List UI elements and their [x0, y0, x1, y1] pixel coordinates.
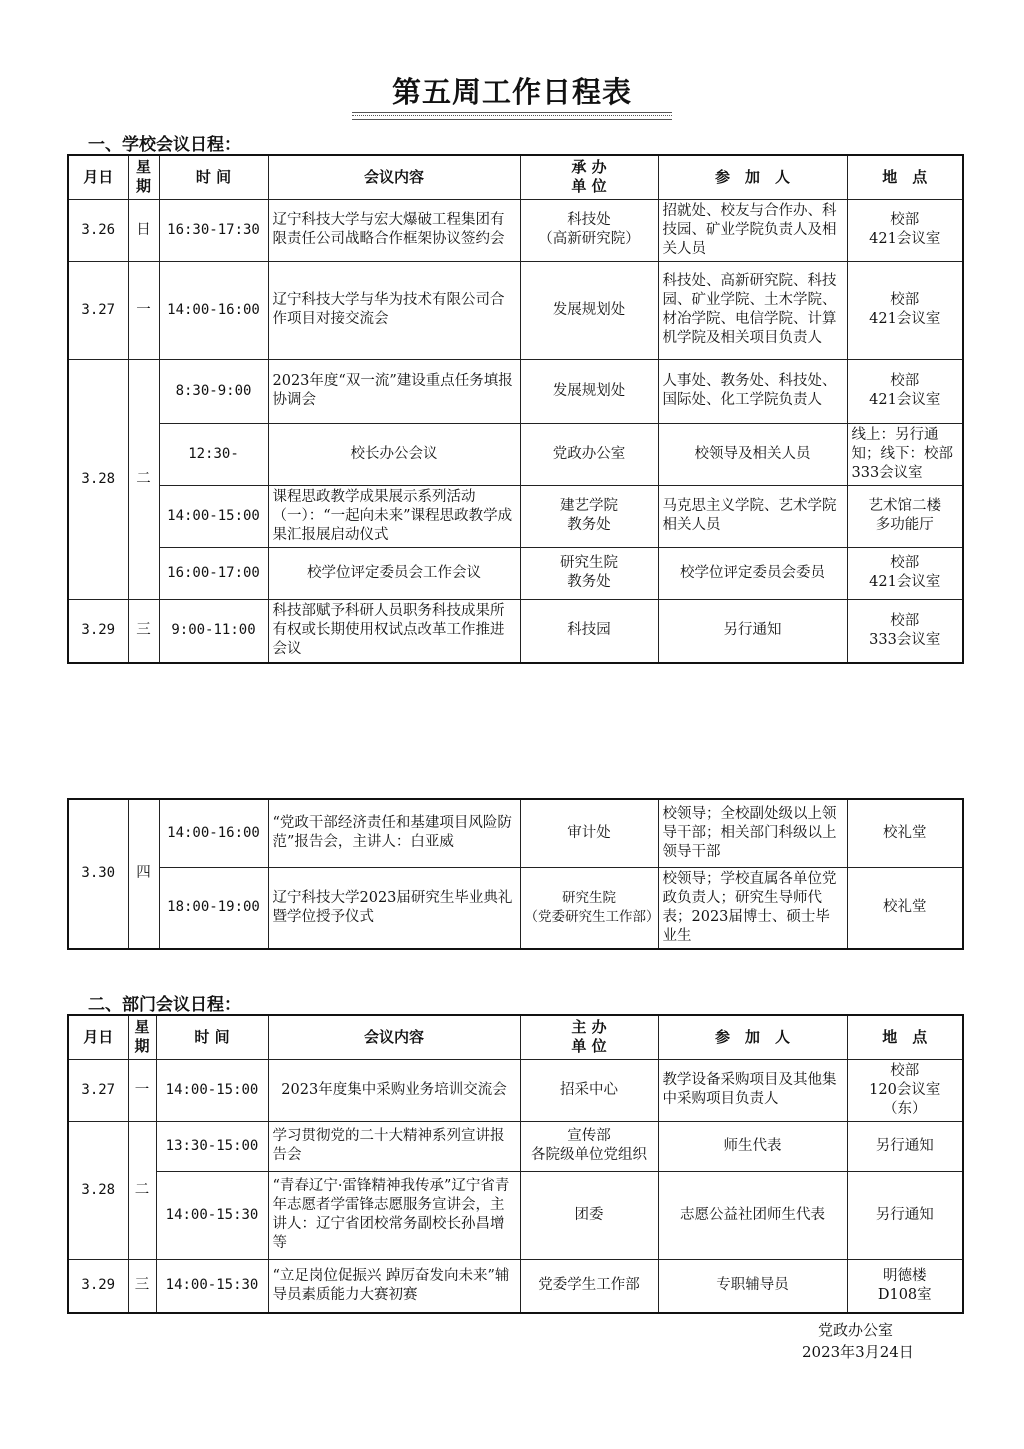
content-cell: “立足岗位促振兴 踔厉奋发向未来”辅导员素质能力大赛初赛 [268, 1259, 520, 1313]
weekday-cell: 一 [128, 261, 159, 359]
department-meetings-table [67, 1014, 964, 1314]
date-cell: 3.27 [68, 261, 128, 359]
section-school-meetings: 一、学校会议日程： [88, 135, 241, 155]
table-row [68, 261, 963, 359]
weekday-cell: 二 [128, 1121, 156, 1259]
col-place: 地 点 [847, 155, 963, 199]
table-row [68, 547, 963, 599]
org-cell: 团委 [520, 1171, 658, 1259]
place-cell: 明德楼 D108室 [847, 1259, 963, 1313]
org-cell: 科技园 [520, 599, 658, 663]
attendees-cell: 专职辅导员 [658, 1259, 847, 1313]
col-time: 时 间 [159, 155, 268, 199]
date-cell: 3.26 [68, 199, 128, 261]
weekday-cell: 三 [128, 1259, 156, 1313]
table-row [68, 1171, 963, 1259]
date-cell: 3.28 [68, 1121, 128, 1259]
org-cell: 研究生院 教务处 [520, 547, 658, 599]
org-cell: 招采中心 [520, 1059, 658, 1121]
content-cell: “青春辽宁·雷锋精神我传承”辽宁省青年志愿者学雷锋志愿服务宣讲会，主讲人：辽宁省团校常务副校长孙昌增等 [268, 1171, 520, 1259]
place-cell: 校部 120会议室 （东） [847, 1059, 963, 1121]
place-cell: 校部 421会议室 [847, 547, 963, 599]
org-cell: 发展规划处 [520, 359, 658, 423]
place-cell: 线上：另行通知；线下：校部333会议室 [847, 423, 963, 485]
table-row [68, 599, 963, 663]
content-cell: “党政干部经济责任和基建项目风险防范”报告会，主讲人：白亚威 [268, 799, 520, 867]
time-cell: 14:00-15:30 [156, 1171, 268, 1259]
org-cell: 发展规划处 [520, 261, 658, 359]
content-cell: 2023年度集中采购业务培训交流会 [268, 1059, 520, 1121]
col-attendees: 参 加 人 [658, 1015, 847, 1059]
time-cell: 13:30-15:00 [156, 1121, 268, 1171]
time-cell: 14:00-15:30 [156, 1259, 268, 1313]
attendees-cell: 马克思主义学院、艺术学院相关人员 [658, 485, 847, 547]
content-cell: 2023年度“双一流”建设重点任务填报协调会 [268, 359, 520, 423]
col-org: 承 办 单 位 [520, 155, 658, 199]
col-weekday: 星 期 [128, 1015, 156, 1059]
org-cell: 宣传部 各院级单位党组织 [520, 1121, 658, 1171]
attendees-cell: 校领导；全校副处级以上领导干部；相关部门科级以上领导干部 [658, 799, 847, 867]
table-row [68, 485, 963, 547]
weekday-cell: 日 [128, 199, 159, 261]
col-org: 主 办 单 位 [520, 1015, 658, 1059]
place-cell: 校礼堂 [847, 867, 963, 949]
weekday-cell: 三 [128, 599, 159, 663]
attendees-cell: 校学位评定委员会委员 [658, 547, 847, 599]
time-cell: 16:30-17:30 [159, 199, 268, 261]
title-underline [352, 112, 672, 120]
org-cell: 审计处 [520, 799, 658, 867]
col-date: 月日 [68, 155, 128, 199]
content-cell: 辽宁科技大学2023届研究生毕业典礼暨学位授予仪式 [268, 867, 520, 949]
org-cell: 建艺学院 教务处 [520, 485, 658, 547]
time-cell: 8:30-9:00 [159, 359, 268, 423]
attendees-cell: 人事处、教务处、科技处、国际处、化工学院负责人 [658, 359, 847, 423]
place-cell: 另行通知 [847, 1121, 963, 1171]
col-time: 时 间 [156, 1015, 268, 1059]
attendees-cell: 招就处、校友与合作办、科技园、矿业学院负责人及相关人员 [658, 199, 847, 261]
place-cell: 校部 333会议室 [847, 599, 963, 663]
page-title: 第五周工作日程表 [391, 75, 632, 109]
school-meetings-table-continued [67, 798, 964, 950]
table-header [68, 1015, 963, 1059]
place-cell: 校部 421会议室 [847, 359, 963, 423]
attendees-cell: 教学设备采购项目及其他集中采购项目负责人 [658, 1059, 847, 1121]
footer-date: 2023年3月24日 [802, 1343, 914, 1361]
time-cell: 9:00-11:00 [159, 599, 268, 663]
attendees-cell: 校领导；学校直属各单位党政负责人；研究生导师代表；2023届博士、硕士毕业生 [658, 867, 847, 949]
col-content: 会议内容 [268, 1015, 520, 1059]
section-department-meetings: 二、部门会议日程： [88, 995, 241, 1015]
col-date: 月日 [68, 1015, 128, 1059]
table-row [68, 1121, 963, 1171]
org-cell: 研究生院 （党委研究生工作部） [520, 867, 658, 949]
attendees-cell: 师生代表 [658, 1121, 847, 1171]
content-cell: 学习贯彻党的二十大精神系列宣讲报告会 [268, 1121, 520, 1171]
attendees-cell: 志愿公益社团师生代表 [658, 1171, 847, 1259]
attendees-cell: 校领导及相关人员 [658, 423, 847, 485]
table-row [68, 423, 963, 485]
time-cell: 14:00-16:00 [159, 261, 268, 359]
content-cell: 辽宁科技大学与华为技术有限公司合作项目对接交流会 [268, 261, 520, 359]
table-row [68, 1259, 963, 1313]
table-header [68, 155, 963, 199]
footer-issuer: 党政办公室 [818, 1321, 894, 1339]
org-cell: 党政办公室 [520, 423, 658, 485]
date-cell: 3.28 [68, 359, 128, 599]
content-cell: 课程思政教学成果展示系列活动（一）：“一起向未来”课程思政教学成果汇报展启动仪式 [268, 485, 520, 547]
table-row [68, 867, 963, 949]
place-cell: 校礼堂 [847, 799, 963, 867]
col-content: 会议内容 [268, 155, 520, 199]
weekday-cell: 二 [128, 359, 159, 599]
place-cell: 校部 421会议室 [847, 261, 963, 359]
table-row [68, 799, 963, 867]
content-cell: 科技部赋予科研人员职务科技成果所有权或长期使用权试点改革工作推进会议 [268, 599, 520, 663]
attendees-cell: 另行通知 [658, 599, 847, 663]
date-cell: 3.27 [68, 1059, 128, 1121]
weekday-cell: 一 [128, 1059, 156, 1121]
col-place: 地 点 [847, 1015, 963, 1059]
place-cell: 艺术馆二楼 多功能厅 [847, 485, 963, 547]
school-meetings-table [67, 154, 964, 664]
date-cell: 3.29 [68, 599, 128, 663]
place-cell: 校部 421会议室 [847, 199, 963, 261]
org-cell: 党委学生工作部 [520, 1259, 658, 1313]
time-cell: 18:00-19:00 [159, 867, 268, 949]
time-cell: 12:30- [159, 423, 268, 485]
time-cell: 16:00-17:00 [159, 547, 268, 599]
content-cell: 辽宁科技大学与宏大爆破工程集团有限责任公司战略合作框架协议签约会 [268, 199, 520, 261]
table-row [68, 199, 963, 261]
date-cell: 3.29 [68, 1259, 128, 1313]
date-cell: 3.30 [68, 799, 128, 949]
time-cell: 14:00-16:00 [159, 799, 268, 867]
org-cell: 科技处 （高新研究院） [520, 199, 658, 261]
weekday-cell: 四 [128, 799, 159, 949]
time-cell: 14:00-15:00 [159, 485, 268, 547]
attendees-cell: 科技处、高新研究院、科技园、矿业学院、土木学院、材冶学院、电信学院、计算机学院及相关项目负责人 [658, 261, 847, 359]
content-cell: 校长办公会议 [268, 423, 520, 485]
place-cell: 另行通知 [847, 1171, 963, 1259]
content-cell: 校学位评定委员会工作会议 [268, 547, 520, 599]
table-row [68, 1059, 963, 1121]
table-row [68, 359, 963, 423]
time-cell: 14:00-15:00 [156, 1059, 268, 1121]
col-weekday: 星 期 [128, 155, 159, 199]
col-attendees: 参 加 人 [658, 155, 847, 199]
